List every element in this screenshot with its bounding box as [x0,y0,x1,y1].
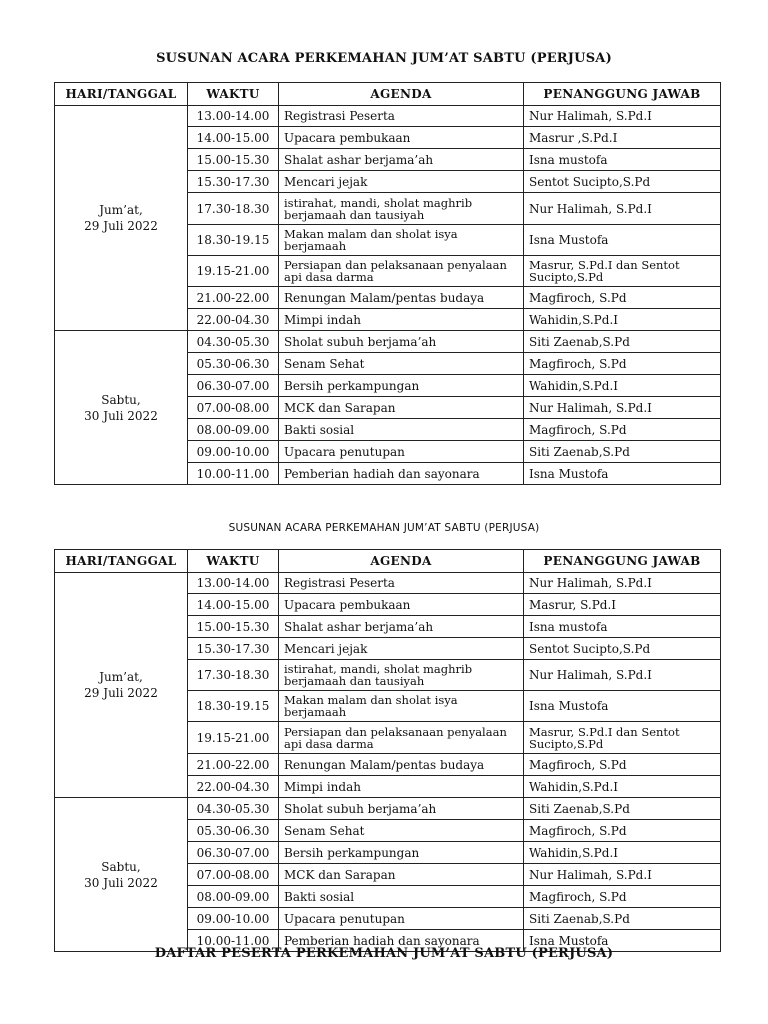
pic-cell: Siti Zaenab,S.Pd [524,798,721,820]
header-pic: PENANGGUNG JAWAB [524,550,721,573]
time-cell: 06.30-07.00 [188,375,279,397]
time-cell: 06.30-07.00 [188,842,279,864]
agenda-cell: Mencari jejak [279,171,524,193]
time-cell: 07.00-08.00 [188,864,279,886]
header-pic: PENANGGUNG JAWAB [524,83,721,106]
pic-cell: Magfiroch, S.Pd [524,419,721,441]
pic-cell: Magfiroch, S.Pd [524,754,721,776]
page-title: SUSUNAN ACARA PERKEMAHAN JUM’AT SABTU (PERJUSA) [156,51,612,66]
participant-list-title: DAFTAR PESERTA PERKEMAHAN JUM’AT SABTU (PERJUSA) [154,946,614,961]
time-cell: 15.30-17.30 [188,171,279,193]
pic-cell: Nur Halimah, S.Pd.I [524,660,721,691]
agenda-cell: Senam Sehat [279,353,524,375]
pic-cell: Nur Halimah, S.Pd.I [524,106,721,127]
time-cell: 04.30-05.30 [188,331,279,353]
pic-cell: Wahidin,S.Pd.I [524,842,721,864]
agenda-cell: Registrasi Peserta [279,573,524,594]
agenda-cell: Bakti sosial [279,886,524,908]
header-agenda: AGENDA [279,83,524,106]
time-cell: 18.30-19.15 [188,691,279,722]
agenda-cell: Registrasi Peserta [279,106,524,127]
day-name: Sabtu, [101,859,141,874]
pic-cell: Magfiroch, S.Pd [524,820,721,842]
time-cell: 07.00-08.00 [188,397,279,419]
day-cell-saturday [55,798,188,952]
day-date: 30 Juli 2022 [84,408,158,423]
time-cell: 05.30-06.30 [188,820,279,842]
day-cell-friday [55,573,188,798]
time-cell: 19.15-21.00 [188,256,279,287]
agenda-cell: istirahat, mandi, sholat maghrib berjamaah dan tausiyah [279,193,524,225]
header-day: HARI/TANGGAL [55,550,188,573]
pic-cell: Isna Mustofa [524,463,721,485]
agenda-cell: MCK dan Sarapan [279,864,524,886]
header-row [55,550,721,573]
header-time: WAKTU [188,83,279,106]
time-cell: 09.00-10.00 [188,908,279,930]
header-row [55,83,721,106]
pic-cell: Masrur, S.Pd.I dan Sentot Sucipto,S.Pd [524,256,721,287]
pic-cell: Isna mustofa [524,149,721,171]
agenda-cell: Persiapan dan pelaksanaan penyalaan api dasa darma [279,722,524,754]
agenda-cell: Upacara pembukaan [279,594,524,616]
agenda-cell: Shalat ashar berjama’ah [279,616,524,638]
agenda-cell: Mimpi indah [279,776,524,798]
pic-cell: Nur Halimah, S.Pd.I [524,193,721,225]
time-cell: 05.30-06.30 [188,353,279,375]
time-cell: 13.00-14.00 [188,573,279,594]
pic-cell: Nur Halimah, S.Pd.I [524,573,721,594]
agenda-cell: MCK dan Sarapan [279,397,524,419]
agenda-cell: Persiapan dan pelaksanaan penyalaan api dasa darma [279,256,524,287]
agenda-cell: Makan malam dan sholat isya berjamaah [279,225,524,256]
table-row [55,106,721,127]
pic-cell: Magfiroch, S.Pd [524,353,721,375]
day-name: Sabtu, [101,392,141,407]
table-row [55,798,721,820]
table-row [55,573,721,594]
time-cell: 15.00-15.30 [188,149,279,171]
pic-cell: Masrur, S.Pd.I [524,594,721,616]
agenda-cell: Upacara penutupan [279,441,524,463]
pic-cell: Isna Mustofa [524,225,721,256]
header-agenda: AGENDA [279,550,524,573]
time-cell: 15.00-15.30 [188,616,279,638]
pic-cell: Siti Zaenab,S.Pd [524,908,721,930]
day-cell-saturday [55,331,188,485]
day-name: Jum’at, [99,203,143,217]
day-date: 29 Juli 2022 [84,686,158,700]
pic-cell: Sentot Sucipto,S.Pd [524,638,721,660]
agenda-cell: Sholat subuh berjama’ah [279,331,524,353]
agenda-cell: Shalat ashar berjama’ah [279,149,524,171]
agenda-cell: Upacara pembukaan [279,127,524,149]
time-cell: 09.00-10.00 [188,441,279,463]
pic-cell: Wahidin,S.Pd.I [524,776,721,798]
agenda-cell: Mimpi indah [279,309,524,331]
time-cell: 10.00-11.00 [188,463,279,485]
time-cell: 14.00-15.00 [188,127,279,149]
time-cell: 13.00-14.00 [188,106,279,127]
table-row [55,331,721,353]
pic-cell: Wahidin,S.Pd.I [524,309,721,331]
pic-cell: Nur Halimah, S.Pd.I [524,397,721,419]
time-cell: 18.30-19.15 [188,225,279,256]
pic-cell: Siti Zaenab,S.Pd [524,441,721,463]
agenda-cell: Bersih perkampungan [279,842,524,864]
pic-cell: Magfiroch, S.Pd [524,287,721,309]
header-day: HARI/TANGGAL [55,83,188,106]
agenda-cell: Renungan Malam/pentas budaya [279,287,524,309]
agenda-cell: Bersih perkampungan [279,375,524,397]
time-cell: 04.30-05.30 [188,798,279,820]
time-cell: 17.30-18.30 [188,193,279,225]
agenda-cell: Sholat subuh berjama’ah [279,798,524,820]
schedule-table-2 [54,549,721,952]
pic-cell: Sentot Sucipto,S.Pd [524,171,721,193]
day-date: 29 Juli 2022 [84,219,158,233]
day-name: Jum’at, [99,670,143,684]
time-cell: 14.00-15.00 [188,594,279,616]
pic-cell: Nur Halimah, S.Pd.I [524,864,721,886]
agenda-cell: Senam Sehat [279,820,524,842]
day-date: 30 Juli 2022 [84,875,158,890]
pic-cell: Isna Mustofa [524,691,721,722]
pic-cell: Masrur, S.Pd.I dan Sentot Sucipto,S.Pd [524,722,721,754]
time-cell: 21.00-22.00 [188,754,279,776]
time-cell: 21.00-22.00 [188,287,279,309]
day-cell-friday [55,106,188,331]
time-cell: 22.00-04.30 [188,309,279,331]
section-title: SUSUNAN ACARA PERKEMAHAN JUM’AT SABTU (PERJUSA) [228,522,540,534]
time-cell: 19.15-21.00 [188,722,279,754]
agenda-cell: Mencari jejak [279,638,524,660]
agenda-cell: Bakti sosial [279,419,524,441]
agenda-cell: istirahat, mandi, sholat maghrib berjamaah dan tausiyah [279,660,524,691]
time-cell: 17.30-18.30 [188,660,279,691]
pic-cell: Masrur ,S.Pd.I [524,127,721,149]
time-cell: 08.00-09.00 [188,886,279,908]
header-time: WAKTU [188,550,279,573]
pic-cell: Isna Mustofa [524,930,721,952]
agenda-cell: Pemberian hadiah dan sayonara [279,463,524,485]
pic-cell: Magfiroch, S.Pd [524,886,721,908]
schedule-table-1 [54,82,721,485]
time-cell: 22.00-04.30 [188,776,279,798]
agenda-cell: Pemberian hadiah dan sayonara [279,930,524,952]
pic-cell: Wahidin,S.Pd.I [524,375,721,397]
time-cell: 15.30-17.30 [188,638,279,660]
agenda-cell: Upacara penutupan [279,908,524,930]
pic-cell: Isna mustofa [524,616,721,638]
time-cell: 10.00-11.00 [188,930,279,952]
time-cell: 08.00-09.00 [188,419,279,441]
agenda-cell: Renungan Malam/pentas budaya [279,754,524,776]
pic-cell: Siti Zaenab,S.Pd [524,331,721,353]
agenda-cell: Makan malam dan sholat isya berjamaah [279,691,524,722]
